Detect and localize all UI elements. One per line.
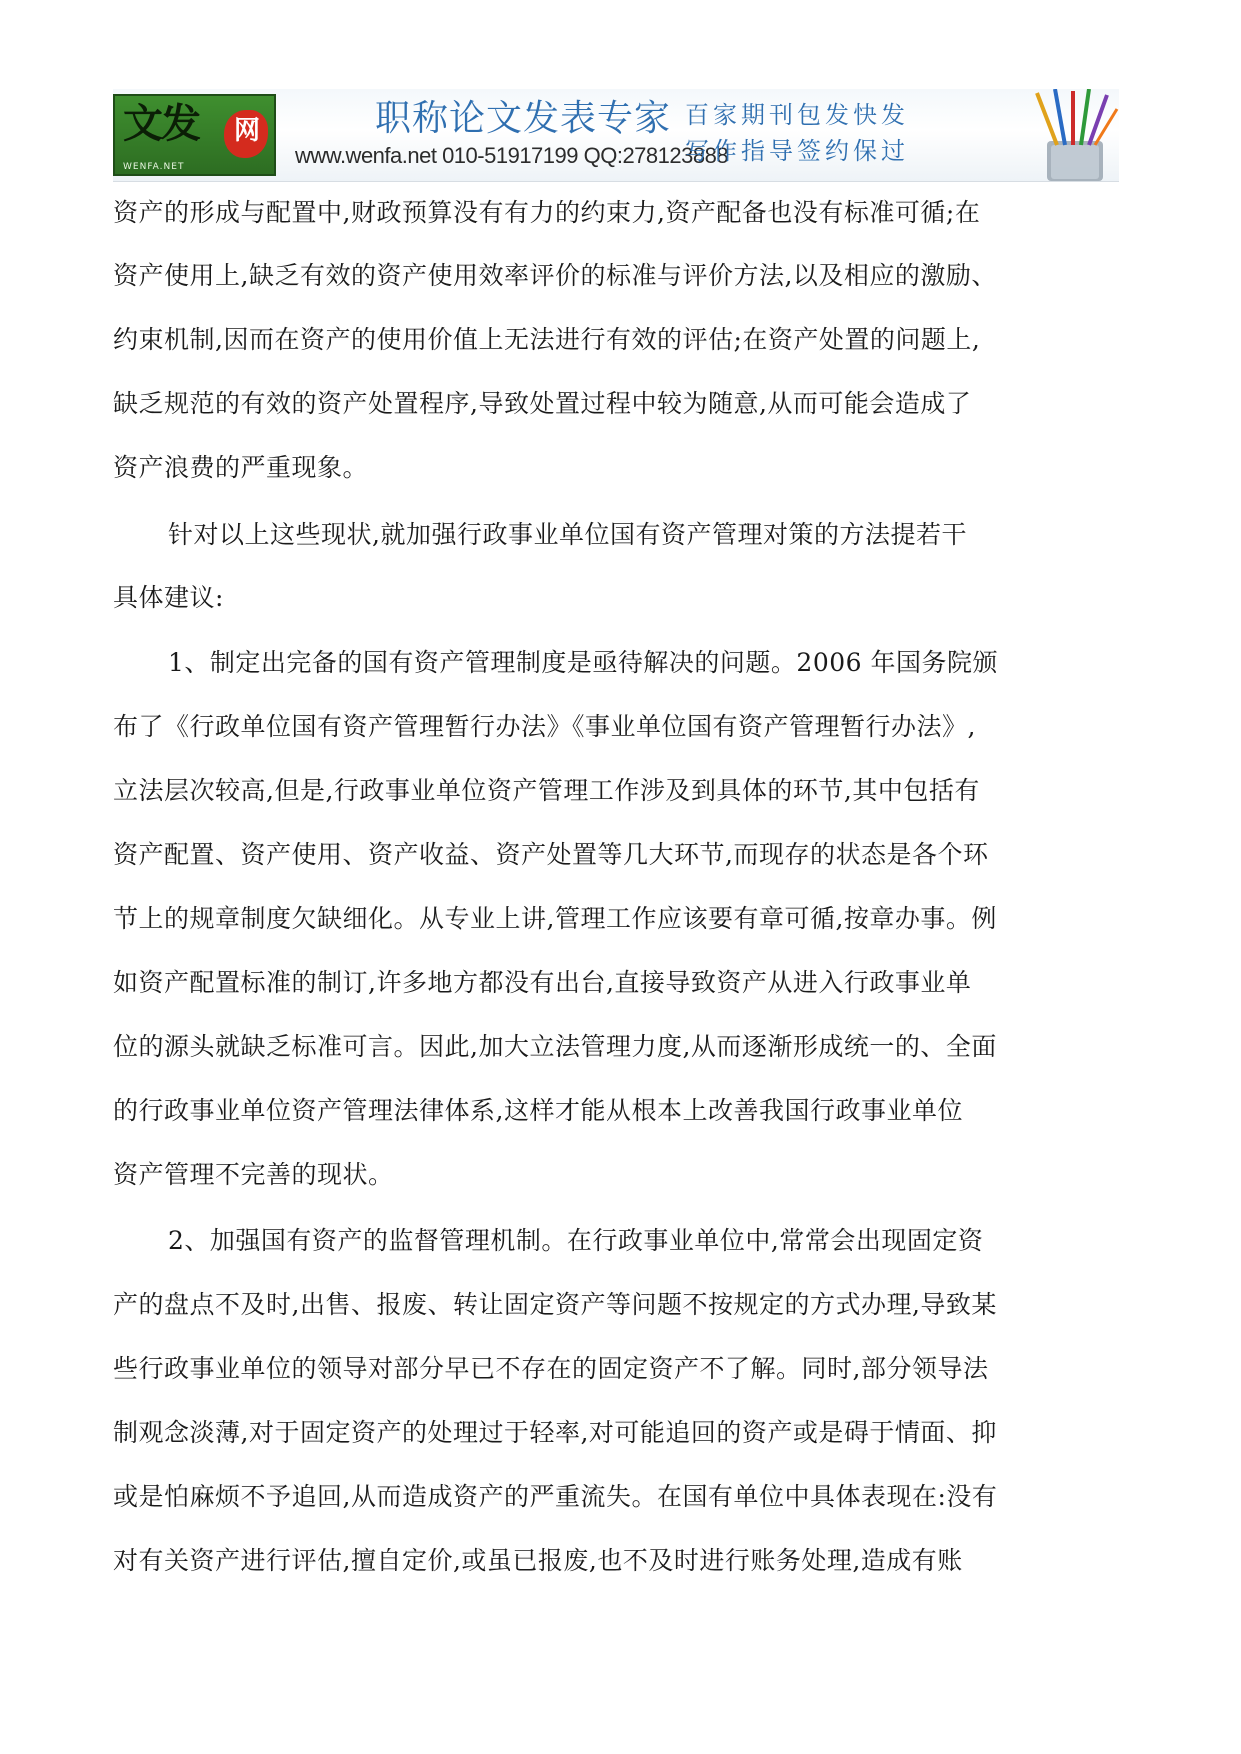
text-line: 资产配置、资产使用、资产收益、资产处置等几大环节,而现存的状态是各个环 (113, 840, 989, 869)
text-line: 如资产配置标准的制订,许多地方都没有出台,直接导致资产从进入行政事业单 (113, 968, 972, 997)
paragraph-start: 针对以上这些现状,就加强行政事业单位国有资产管理对策的方法提若干 (168, 520, 967, 549)
text-line: 些行政事业单位的领导对部分早已不存在的固定资产不了解。同时,部分领导法 (113, 1354, 989, 1383)
banner-contact: www.wenfa.net 010-51917199 QQ:278123888 (295, 143, 729, 168)
text-line: 资产浪费的严重现象。 (113, 453, 369, 482)
header-banner (113, 89, 1119, 182)
paragraph-start: 1、制定出完备的国有资产管理制度是亟待解决的问题。2006 年国务院颁 (168, 648, 998, 677)
text-line: 具体建议: (113, 583, 224, 612)
logo-badge-glyph: 网 (233, 116, 260, 146)
text-line: 布了《行政单位国有资产管理暂行办法》《事业单位国有资产管理暂行办法》, (113, 712, 976, 741)
text-line: 制观念淡薄,对于固定资产的处理过于轻率,对可能追回的资产或是碍于情面、抑 (113, 1418, 997, 1447)
logo-text: 文发 (123, 100, 199, 147)
text-line: 资产使用上,缺乏有效的资产使用效率评价的标准与评价方法,以及相应的激励、 (113, 261, 997, 290)
text-line: 的行政事业单位资产管理法律体系,这样才能从根本上改善我国行政事业单位 (113, 1096, 963, 1125)
wenfa-logo (113, 94, 276, 176)
text-line: 或是怕麻烦不予追回,从而造成资产的严重流失。在国有单位中具体表现在:没有 (113, 1482, 998, 1511)
logo-subtext: WENFA.NET (123, 162, 185, 172)
text-line: 缺乏规范的有效的资产处置程序,导致处置过程中较为随意,从而可能会造成了 (113, 389, 972, 418)
text-line: 资产的形成与配置中,财政预算没有有力的约束力,资产配备也没有标准可循;在 (113, 198, 981, 227)
banner-slogan-2: 写作指导签约保过 (685, 137, 909, 165)
paragraph-start: 2、加强国有资产的监督管理机制。在行政事业单位中,常常会出现固定资 (168, 1226, 984, 1255)
text-line: 节上的规章制度欠缺细化。从专业上讲,管理工作应该要有章可循,按章办事。例 (113, 904, 997, 933)
text-line: 立法层次较高,但是,行政事业单位资产管理工作涉及到具体的环节,其中包括有 (113, 776, 980, 805)
text-line: 资产管理不完善的现状。 (113, 1160, 394, 1189)
pencil-cup-icon (1027, 89, 1119, 181)
text-line: 约束机制,因而在资产的使用价值上无法进行有效的评估;在资产处置的问题上, (113, 325, 981, 354)
banner-title: 职称论文发表专家 (375, 98, 672, 139)
text-line: 产的盘点不及时,出售、报废、转让固定资产等问题不按规定的方式办理,导致某 (113, 1290, 997, 1319)
banner-slogan-1: 百家期刊包发快发 (685, 101, 909, 129)
text-line: 对有关资产进行评估,擅自定价,或虽已报废,也不及时进行账务处理,造成有账 (113, 1546, 963, 1575)
text-line: 位的源头就缺乏标准可言。因此,加大立法管理力度,从而逐渐形成统一的、全面 (113, 1032, 997, 1061)
